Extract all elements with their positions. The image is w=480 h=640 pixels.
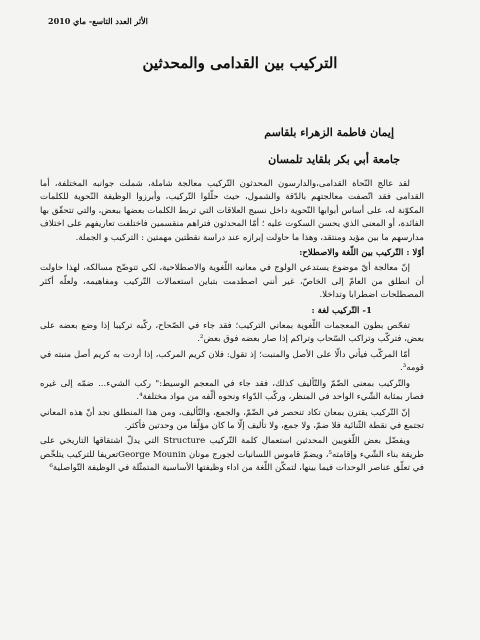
paragraph: تفحّص بطون المعجمات اللّغوية بمعاني التركيب؛ فقد جاء في الصّحاح، ركّبه تركيبا إذا وضع بعضه على بعض، فتركّب وتراكب السّحاب وتراكم إذا صار بعضه فوق بعض².	[40, 321, 424, 345]
running-head: الأثر العدد التاسع- ماي 2010	[48, 16, 148, 26]
article-body	[40, 178, 424, 478]
paragraph: إنّ التّركيب يقترن بمعان تكاد تنحصر في الضّمّ، والجمع، والتّأليف، ومن هذا المنطلق نجد أنّ هذه المعاني تجتمع في نقطة الثّنائية فلا ضمّ، ولا جمع، ولا تأليف إلّا ما كان مؤلّفا من وحدتين فأكثر.	[40, 407, 424, 431]
subsection-heading: 1- التّركيب لغة :	[311, 305, 372, 316]
paragraph: ويفضّل بعض اللّغويين المحدثين استعمال كلمة التّركيب Structure التي يدلّ اشتقاقها التاريخي على طريقة بناء الشّيء وإقامته⁵، ويضمّ قاموس اللسانيات لجورج مونان George Mouninتعريفا للتركيب يتلخّص في تعلّق عناصر الوحدات فيما بينها، لتمكّن اللّغة من اداء وظيفتها الأساسية المتمثّلة في الوظيفة التّواصلية⁶	[40, 436, 424, 474]
author-name: إيمان فاطمة الزهراء بلقاسم	[264, 126, 394, 139]
section-heading: أوّلا : التّركيب بين اللّغة والاصطلاح:	[299, 248, 424, 259]
author-affiliation: جامعة أبي بكر بلقايد تلمسان	[268, 153, 400, 166]
paragraph: أمّا المركّب فيأتي دالّا على الأصل والمنبت؛ إذ تقول: فلان كريم المركب، إذا أردت به كريم أصل منبته في قومه³.	[40, 349, 424, 374]
paragraph: والتّركيب بمعنى الضّمّ والتّأليف كذلك، فقد جاء في المعجم الوسيط:" ركب الشيء... ضمّه إلى غيره فصار بمثابة الشّيء الواحد في المنظر، وركّب الدّواء ونحوه ألّفه من مواد مختلفة⁴.	[40, 378, 424, 403]
article-title: التركيب بين القدامى والمحدثين	[142, 54, 338, 72]
intro-paragraph: لقد عالج النّحاة القدامى،والدارسون المحدثون التّركيب معالجة شاملة، شملت جوانبه المختلفة، أما القدامى فقد اتّصفت معالجتهم بالدّقة والشمول، حيث حلّلوا التّركيب، وأبرزوا الوظيفة النّحوية للكلمات المكوّنة له، على أساس أبوابها النّحوية داخل نسيج العلاقات التي تربط الكلمات بعضها ببعض، والتي تتحقّق بها الفائدة، أو المعنى الذي يحسن السكوت عليه ؛ أمّا المحدثون فتراهم منقسمين فاختلفت تعاريفهم على اختلاف مدارسهم ما بين مؤيد ومنتقد، وهذا ما حاولت إبرازه عند دراسة نقطتين مهمتين : التركيب و الجملة.	[40, 179, 424, 243]
paragraph: إنّ معالجة أيّ موضوع يستدعي الولوج في معانيه اللّغوية والاصطلاحية، لكي تتوضّح مسالكه، لهذا حاولت أن انطلق من العامّ إلى الخاصّ، غير أنني اصطدمت بتباين استعمالات التّركيب ومفاهيمه، ولعلّه أكثر المصطلحات اضطرابا وتداخلا.	[40, 263, 424, 301]
